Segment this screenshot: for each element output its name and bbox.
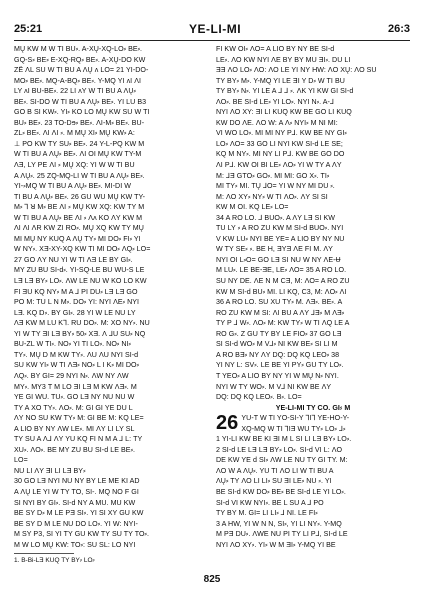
chapter-opening-text — [241, 413, 349, 434]
text-line: LE⸗. ɅO KW NYI ɅE BY BY MU ƎI⸗. DU LI — [216, 55, 351, 64]
text-line: BE⸗. SI-DO W TI BU A ɅŲ⸗ BE⸗. YI LU B3 — [14, 97, 147, 106]
text-line: SI SI-d WO⸗ M V⅃⸗ NI KW BE⸗ SI LI M — [216, 340, 338, 349]
text-line: TY BY M. GI= LI LI⸗ ⅃ NI. LE FI⸗ — [216, 509, 318, 518]
text-line: ɅQ⸗. BY GI= 29 NYI N⸗. ɅW NY ɅW — [14, 371, 129, 380]
text-line: NYI W TY WO⸗. M V⅃ NI KW BE ɅY — [216, 382, 332, 391]
text-line: M⸗ ⅂ ꓤ M⸗ BE ɅI ⸗ MŲ KW XQ: KW TY M — [14, 203, 145, 212]
text-line: ɅI P⅃. KW OI BI LE⸗ ɅO⸗ YI W TY A ɅY — [216, 161, 342, 170]
text-line: 2 SI-d LE LƎ LƎ BY⸗ LO⸗. SI-d VI L: ɅO — [216, 445, 343, 454]
text-line: M SY P3, SI YI TY GU KW TY SU TY TO⸗. — [14, 530, 149, 539]
page-number: 825 — [203, 574, 221, 585]
text-line: TY⸗. MŲ D M KW TY⸗. ɅU ɅU NYI SI-d — [14, 350, 139, 359]
text-line: ɅO W A ɅŲ⸗. YU TI ɅO LI W TI BU A — [216, 466, 334, 475]
text-line: BU-ZL W TI⸗. NO⸗ YI TI LO⸗. NO⸗ NI⸗ — [14, 340, 131, 349]
text-line: XU⸗. ɅO⸗. BE MY ZU BU SI-d LE BE⸗. — [14, 445, 136, 454]
text-line: SI NYI BY GI⸗. SI-d NY A MU. MU KW — [14, 498, 136, 507]
text-line: GO B SI KW⸗. YI⸗ KO LO MŲ KW SU W TI — [14, 108, 150, 117]
text-line: PO M: TU L N M⸗. DO⸗ YI: NYI ɅE⸗ NYI — [14, 298, 140, 307]
text-line: T YEO⸗ A LIO BY NY YI W MŲ N⸗ NYI. — [216, 371, 339, 380]
text-line: TY BY⸗ M⸗. Y-MQ YI LE ƎI Y D⸗ W TI BU — [216, 76, 345, 85]
text-line: MI MŲ NY KUQ A ɅŲ TY⸗ MI DO⸗ FI⸗ YI — [14, 234, 141, 243]
right-column — [216, 44, 410, 550]
text-line: M LU⸗. LE BE-ƎE, LE⸗ ɅO= 35 A RO LO. — [216, 266, 347, 275]
text-line: KW M SI-d BU⸗ MI. LI KQ, C3, M: ɅO⸗ ɅI — [216, 287, 347, 296]
text-line: NYI ɅO XY: ƎI LI KUQ KW BE GO LI KUQ — [216, 108, 352, 117]
text-line: 27 GO ɅY NU YI W TI ɅƎ LE BY GI⸗. — [14, 255, 133, 264]
header-reference-left: 25:21 — [14, 23, 43, 35]
text-line: LƎ LƎ BY⸗ LO⸗. ɅW LE NU W KO LO KW — [14, 277, 147, 286]
text-line: GQ-S⸗ BE⸗ E-XQ-RQ⸗ BE⸗. A-XŲ-DO KW — [14, 55, 146, 64]
text-line: M PƎ DU⸗. ɅWE NU PI TY LI P⅃, SI-d LE — [216, 530, 348, 539]
footnote-divider — [14, 553, 74, 554]
text-line: TY P ⅃ W⸗. ɅO⸗ M: KW TY⸗ W TI ɅQ LE A — [216, 319, 350, 328]
text-line: ɅƎ, LY PE ɅI ⸗ MŲ XQ: YI W W TI BU — [14, 161, 135, 170]
text-line: A ɅŲ⸗. 25 ZQ-MQ-LI W TI BU A ɅŲ⸗ BE⸗. — [14, 171, 145, 180]
header-reference-right: 26:3 — [387, 23, 410, 35]
text-line: TU LY ⸗ A RO ZU KW M SI-d BUO⸗. NYI — [216, 224, 344, 233]
text-line: V KW LU⸗ NYI BE YE= A LIO BY NY NU — [216, 234, 345, 243]
text-line: MI TY⸗ MI. TŲ ⅃O= YI W NY MI DU ⸗. — [216, 182, 335, 191]
text-line: A RO BƎ⸗ NY ɅY DQ: DQ KQ LEO⸗ 38 — [216, 350, 340, 359]
text-line: DQ: DQ KQ LEO⸗. B⸗. LO= — [216, 393, 302, 402]
text-line: ZL⸗ BE⸗. ɅI ɅI ⸗. M MŲ XI⸗ MŲ KW⸗ A: — [14, 129, 135, 138]
text-line: NYI ɅO XY⸗. YI⸗ W M ƎI⸗ Y-MQ YI BE — [216, 540, 336, 549]
text-line: DE KW YE d SI⸗ ɅW LE NU TY GI TY. M: — [216, 456, 348, 465]
text-line: YI-⸗MQ W TI BU A ɅŲ⸗ BE⸗. MI-DI W — [14, 182, 131, 191]
header-rule — [14, 40, 410, 41]
text-line: M W LO MŲ KW: TO⸗: SU SL: LO NYI — [14, 540, 136, 549]
text-line: KW DO ɅE. ɅO W: A Ʌ⸗ NYI⸗ M NI MI: — [216, 118, 338, 127]
text-line: TI BU A ɅŲ⸗ BE⸗. 26 GU WU MŲ KW TY- — [14, 192, 146, 201]
text-line: 1 YI-LI KW BE KI ƎI M L SI LI LƎ BY⸗ LO⸗. — [216, 435, 352, 444]
text-line: LY ʌI BU-BE⸗. 22 LI ʌY W TI BU A ɅŲ⸗ — [14, 87, 136, 96]
chapter-number: 26 — [216, 412, 239, 435]
text-line: W NY⸗. XƎ-XY-XQ KW TI MI DO⸗ ɅQ⸗ LO= — [14, 245, 151, 254]
text-line: SU KW YI⸗ W TI ɅƎ⸗ NO⸗ L I K⸗ MI DO⸗ — [14, 361, 140, 370]
text-line: TY SU A Ʌ⅃ ɅY YU KQ FI N M A ⅃ L: TY — [14, 435, 143, 444]
chapter-opening — [216, 413, 410, 434]
text-line: KW M OI. KQ LE⸗ LO= — [216, 203, 289, 212]
text-line: ɅI ɅI ɅR KW ZI RO⸗. MŲ XQ KW TY MŲ — [14, 224, 144, 233]
text-line: A ɅŲ LE YI W TY TO, SI-. MQ NO F GI — [14, 487, 139, 496]
text-line: ɅY NO SU KW TY⸗ M: GI BE M: KQ LE= — [14, 414, 144, 423]
text-line: 36 A RO LO. SU XU TY⸗ M. ɅƎ⸗. BE⸗. A — [216, 298, 343, 307]
text-line: RO G⸗. Z GU TY BY LE FIO⸗ 37 GO LƎ — [216, 329, 342, 338]
text-line: ⊥ PO KW TY SU⸗ BE⸗. 24 Y-L-PQ KW M — [14, 139, 145, 148]
footnote: 1. B-Bi-LƎ KUQ TY BY⸗ LO⸗ — [14, 557, 95, 564]
text-line: 30 GO LƎ NYI NU NY BY LE ME KI AD — [14, 477, 140, 486]
text-line: YI NY L: SV⸗. LE BE YI PY⸗ GU TY LO⸗. — [216, 361, 344, 370]
text-line: TY BY⸗ N⸗. YI LE A ⅃ ⅃ ⸗. ɅK YI KW GI SI-d — [216, 87, 354, 96]
text-line: M: ⅃Ǝ GTO⸗ GO⸗. MI MI: GO X⸗. TI⸗ — [216, 171, 330, 180]
text-line: W TY SE⸗ ⸗. BE H, ƎYƎ ɅE FI M. ɅY — [216, 245, 333, 254]
text-line: YE GI WU. TU⸗. GO LƎ NY NU NU W — [14, 393, 135, 402]
text-line: W TI BU A ɅŲ⸗ BE ɅI ⸗ Ʌʌ KO ɅY KW M — [14, 213, 143, 222]
text-line: MY⸗. MY3 T M LO ƎI LƎ M KW ɅƎ⸗. M — [14, 382, 137, 391]
text-columns — [14, 44, 410, 550]
text-line: ƎƎ ɅO LO⸗ ɅO: ɅO LE YI NY HW: ɅO XŲ: ɅO SU — [216, 66, 377, 75]
text-line: YU-T W TI YO-SI-Y ⅂I⅂ YE-HO-Y- — [241, 414, 350, 423]
running-header — [14, 20, 410, 38]
text-line: MO⸗ BE⸗. MQ-A-BQ⸗ BE⸗. Y-MQ YI ʌI ɅI — [14, 76, 142, 85]
text-line: BU⸗ BE⸗. 23 TO-Dɘ⸗ BE⸗. ɅI-M⸗ BE⸗. BU- — [14, 118, 145, 127]
chapter-heading: YE-LI-MI TY CO. GI⸗ M — [275, 403, 351, 412]
text-line: BE SY D M LE NU DO LO⸗. YI W: NYI- — [14, 519, 138, 528]
text-line: BE SY D⸗ M LE PƎ SI⸗. YI SI XY GU KW — [14, 509, 144, 518]
text-line: YI W TY ƎI LƎ BY⸗ 50⸗ XƎ. Ʌ ⅃U SU⸗ NQ — [14, 329, 146, 338]
header-book-title: YE-LI-MI — [189, 22, 242, 36]
text-line: NYI OI L⸗O= GO LƎ SI NU W NY ɅE-Ʉ — [216, 255, 341, 264]
text-line: TY A XO TY⸗. ɅO⸗. M: GI GI YE DU L — [14, 403, 133, 412]
text-line: W TI BU A ɅŲ⸗ BE⸗. ɅI OI MŲ KW TY-M — [14, 150, 142, 159]
text-line: SU NY DE. ɅE N M CƎ, M: ɅO= A RO ZU — [216, 277, 350, 286]
text-line: ZË ɅL SU W TI BU A ɅŲ ʌ LO= 21 YI-DO- — [14, 66, 149, 75]
text-line: ɅƎ KW M LU K⅂. RU DO⸗. M: XO NY⸗. NU — [14, 319, 150, 328]
text-line: SI-d VI KW NYI⸗. BE L SU A ⅃ PO — [216, 498, 324, 507]
text-line: ɅŲ⸗ TY ɅO LI LI⸗ SU ƎI LE⸗ NU ⸗. YI — [216, 477, 332, 486]
text-line: NU LI ɅY ƎI LI LƎ BY⸗ — [14, 466, 86, 475]
text-line: LO⸗ ɅO= 33 GO LI NYI KW SI-d LE SE; — [216, 139, 343, 148]
text-line: VI WO LO⸗. MI MI NY P⅃. KW BE NY GI⸗ — [216, 129, 347, 138]
text-line: FI KW OI⸗ ɅO= A LIO BY NY BE SI-d — [216, 45, 335, 53]
text-line: LO= — [14, 456, 28, 465]
text-line: 3 A HW, YI W N N, SI⸗, YI LI NY⸗. Y-MQ — [216, 519, 342, 528]
text-line: FI ƎU KQ NY⸗ M A ⅃ PI DU⸗ LƎ LƎ GO — [14, 287, 138, 296]
text-line: KQ M NY⸗. MI NY LI P⅃. KW BE GO DO — [216, 150, 345, 159]
text-line: A LIO BY NY ɅW LE⸗. MI ɅY LI LY SL — [14, 424, 135, 433]
text-line: MŲ KW M W TI BU⸗. A-XŲ-XQ-LO⸗ BE⸗. — [14, 45, 143, 53]
text-line: XQ-MQ W TI ⅂IƎ WU TY⸗ LO⸗ ⅃⸗ — [241, 424, 346, 433]
text-line: ɅO⸗. BE SI-d LE⸗ YI LO⸗. NYI N⸗. A-⅃ — [216, 97, 334, 106]
text-line: M: ɅO XY⸗ NY⸗ W TI ɅO⸗. ɅY SI SI — [216, 192, 328, 201]
text-line: BE SI-d KW DO⸗ BE⸗ BE SI-d LE YI LO⸗. — [216, 487, 346, 496]
left-column — [14, 44, 208, 550]
text-line: RO ZU KW M SI: ɅI BU A ɅY ⅃Ǝ⸗ M ɅƎ⸗ — [216, 308, 345, 317]
text-line: MY ZU BU SI-d⸗. YI-SQ-LE BU WU-S LE — [14, 266, 145, 275]
text-line: 34 A RO LO. ⅃ BUO⸗. A ɅY LƎ SI KW — [216, 213, 336, 222]
text-line: LƎ. KQ Ɒ⸗. BY GI⸗. 28 YI W LE NU LY — [14, 308, 136, 317]
